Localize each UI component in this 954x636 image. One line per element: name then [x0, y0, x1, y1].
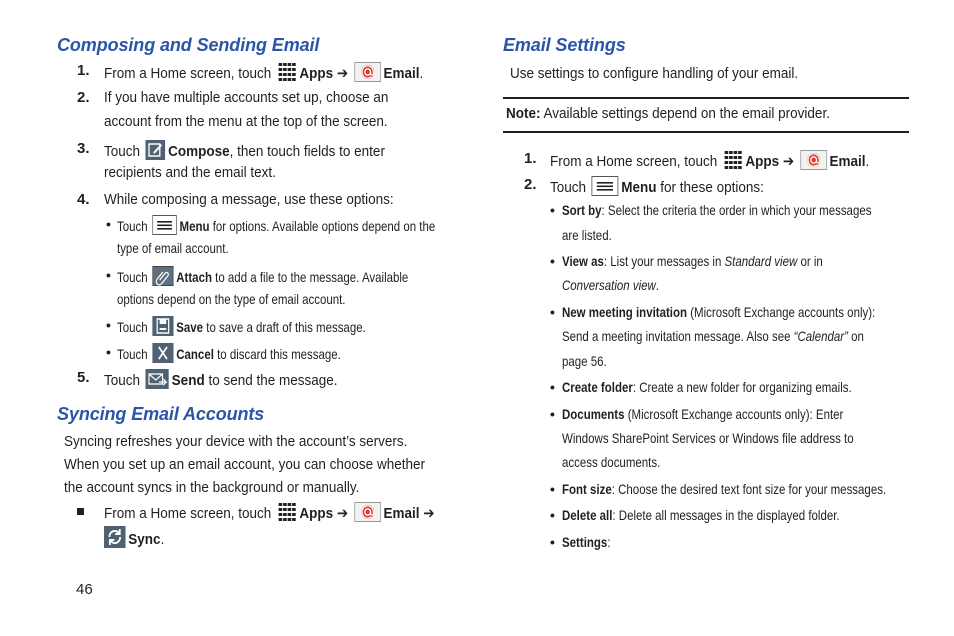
setting-documents-line-1	[562, 405, 843, 423]
note	[506, 105, 830, 123]
setting-delete-all	[562, 506, 840, 524]
sync-label: Sync	[128, 531, 161, 548]
setting-label: Settings	[562, 534, 608, 550]
step-1-text	[104, 62, 423, 83]
step-text: Touch	[104, 372, 141, 389]
step-2-line-2: account from the menu at the top of the screen.	[104, 113, 388, 130]
setting-label: Font size	[562, 481, 612, 497]
step-number: 5.	[77, 369, 90, 386]
option-label: Cancel	[176, 346, 214, 362]
step-number: 3.	[77, 140, 90, 157]
step-4-text: While composing a message, use these options:	[104, 191, 394, 208]
step-number: 4.	[77, 191, 90, 208]
punctuation: .	[655, 277, 659, 293]
note-rule-bottom	[503, 131, 909, 133]
step-text: From a Home screen, touch	[104, 65, 272, 82]
send-label: Send	[171, 372, 205, 389]
option-attach-line-2: options depend on the type of email account.	[117, 291, 346, 307]
setting-text: (Microsoft Exchange accounts only):	[690, 304, 876, 320]
option-attach-line-1	[117, 266, 408, 286]
option-save	[117, 316, 366, 336]
setting-label: Documents	[562, 406, 625, 422]
syncing-paragraph-line-1: Syncing refreshes your device with the account’s servers.	[64, 433, 408, 450]
option-text: Touch	[117, 269, 148, 285]
setting-label: Sort by	[562, 202, 602, 218]
note-label: Note:	[506, 105, 541, 122]
email-label: Email	[383, 65, 420, 82]
bullet: •	[550, 481, 555, 497]
bullet: •	[550, 253, 555, 269]
apps-label: Apps	[745, 153, 780, 170]
compose-label: Compose	[168, 143, 230, 160]
arrow: ➔	[782, 153, 795, 170]
setting-text: : Choose the desired text font size for your messages.	[611, 481, 887, 497]
option-text: to save a draft of this message.	[206, 319, 366, 335]
setting-label: New meeting invitation	[562, 304, 688, 320]
punctuation: .	[419, 65, 424, 82]
setting-text: on	[851, 328, 864, 344]
apps-label: Apps	[299, 505, 334, 522]
setting-text: : Select the criteria the order in which your messages	[601, 202, 872, 218]
punctuation: .	[865, 153, 870, 170]
bullet: •	[550, 534, 555, 550]
punctuation: :	[607, 534, 611, 550]
setting-label: Create folder	[562, 379, 633, 395]
step-text: for these options:	[660, 179, 764, 196]
option-text: Touch	[117, 319, 148, 335]
setting-text: (Microsoft Exchange accounts only): Enter	[627, 406, 844, 422]
step-text: From a Home screen, touch	[104, 505, 272, 522]
syncing-paragraph-line-3: the account syncs in the background or manually.	[64, 479, 360, 496]
step-text: Touch	[104, 143, 141, 160]
bullet: •	[106, 317, 111, 333]
section-heading-syncing: Syncing Email Accounts	[57, 404, 265, 424]
step-3-line-2: recipients and the email text.	[104, 164, 276, 181]
settings-step-2	[550, 176, 764, 197]
setting-text: or in	[800, 253, 823, 269]
settings-intro: Use settings to configure handling of your email.	[510, 65, 799, 82]
step-number: 1.	[524, 150, 537, 167]
setting-label: View as	[562, 253, 604, 269]
note-text: Available settings depend on the email provider.	[543, 105, 830, 122]
step-3-line-1	[104, 140, 385, 161]
option-menu-line-2: type of email account.	[117, 240, 229, 256]
sync-step-line-1	[104, 502, 435, 523]
setting-text: : Delete all messages in the displayed folder.	[612, 507, 840, 523]
apps-grid-icon	[723, 150, 743, 170]
menu-icon	[152, 215, 177, 235]
setting-new-meeting-line-3: page 56.	[562, 353, 607, 369]
option-cancel	[117, 343, 341, 363]
step-number: 2.	[524, 176, 537, 193]
menu-label: Menu	[621, 179, 657, 196]
email-app-icon	[800, 150, 827, 170]
setting-text: : Create a new folder for organizing emails.	[632, 379, 852, 395]
send-icon	[146, 369, 169, 389]
bullet: •	[550, 379, 555, 395]
setting-create-folder	[562, 378, 852, 396]
save-icon	[152, 316, 173, 336]
step-text: , then touch fields to enter	[229, 143, 385, 160]
setting-sort-by-line-1	[562, 201, 871, 219]
step-text: to send the message.	[208, 372, 338, 389]
setting-new-meeting-line-2	[562, 327, 864, 345]
note-rule-top	[503, 97, 909, 99]
setting-label: Delete all	[562, 507, 613, 523]
menu-icon	[592, 176, 619, 196]
apps-label: Apps	[299, 65, 334, 82]
sync-step-line-2	[104, 526, 164, 549]
option-text: Touch	[117, 346, 148, 362]
bullet: •	[550, 304, 555, 320]
settings-step-1	[550, 150, 869, 171]
setting-new-meeting-line-1	[562, 303, 875, 321]
step-number: 2.	[77, 89, 90, 106]
setting-text: Send a meeting invitation message. Also see	[562, 328, 791, 344]
option-label: Attach	[176, 269, 212, 285]
step-5-text	[104, 369, 338, 390]
option-menu-line-1	[117, 215, 435, 235]
section-heading-email-settings: Email Settings	[503, 35, 626, 55]
option-text: Touch	[117, 218, 148, 234]
square-bullet	[77, 508, 84, 515]
bullet: •	[106, 216, 111, 232]
bullet: •	[550, 406, 555, 422]
setting-view-as-line-1	[562, 252, 823, 270]
setting-italic: Conversation view	[562, 277, 656, 293]
option-text: to discard this message.	[217, 346, 341, 362]
punctuation: .	[160, 531, 165, 548]
cancel-icon	[152, 343, 173, 363]
setting-font-size	[562, 480, 886, 498]
setting-text: : List your messages in	[603, 253, 722, 269]
option-text: for options. Available options depend on the	[212, 218, 436, 234]
step-text: From a Home screen, touch	[550, 153, 718, 170]
email-label: Email	[829, 153, 866, 170]
bullet: •	[550, 202, 555, 218]
apps-grid-icon	[277, 62, 297, 82]
bullet: •	[550, 507, 555, 523]
step-text: Touch	[550, 179, 587, 196]
bullet: •	[106, 267, 111, 283]
arrow: ➔	[423, 505, 435, 522]
email-app-icon	[354, 62, 381, 82]
setting-settings	[562, 533, 610, 551]
syncing-paragraph-line-2: When you set up an email account, you can choose whether	[64, 456, 425, 473]
setting-documents-line-3: access documents.	[562, 454, 661, 470]
page-number: 46	[76, 581, 93, 598]
sync-icon	[104, 526, 126, 548]
setting-view-as-line-2	[562, 276, 659, 294]
email-label: Email	[383, 505, 420, 522]
option-text: to add a file to the message. Available	[215, 269, 409, 285]
step-2-line-1: If you have multiple accounts set up, choose an	[104, 89, 389, 106]
option-label: Menu	[179, 218, 210, 234]
compose-icon	[146, 140, 166, 160]
arrow: ➔	[336, 65, 349, 82]
email-app-icon	[354, 502, 381, 522]
setting-sort-by-line-2: are listed.	[562, 227, 612, 243]
section-heading-composing: Composing and Sending Email	[57, 35, 320, 55]
calendar-reference-link[interactable]: “Calendar”	[793, 328, 848, 344]
bullet: •	[106, 344, 111, 360]
apps-grid-icon	[277, 502, 297, 522]
setting-documents-line-2: Windows SharePoint Services or Windows file address to	[562, 430, 854, 446]
option-label: Save	[176, 319, 204, 335]
setting-italic: Standard view	[724, 253, 798, 269]
attach-icon	[152, 266, 173, 286]
step-number: 1.	[77, 62, 90, 79]
arrow: ➔	[336, 505, 349, 522]
